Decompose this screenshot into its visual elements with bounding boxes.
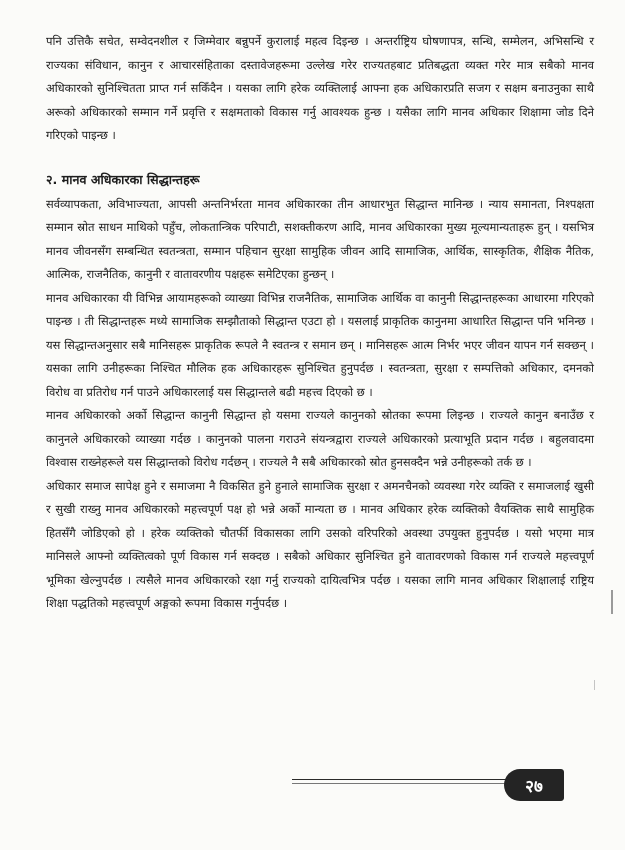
footer-rule-thin bbox=[292, 783, 506, 784]
paragraph-principles: सर्वव्यापकता, अविभाज्यता, आपसी अन्तनिर्भरता मानव अधिकारका तीन आधारभुत सिद्धान्त मानिन्छ । न्याय समानता, निश्पक्षता सम्मान स्रोत साधन माथिको पहुँच, लोकतान्त्रिक परिपाटी, सशक्तीकरण आदि, मानव अधिकारका मुख्य मूल्यमान्यताहरू हुन् । यसभित्र मानव जीवनसँग सम्बन्धित स्वतन्त्रता, सम्मान पहिचान सुरक्षा सामुहिक जीवन आदि सामाजिक, आर्थिक, सास्कृतिक, शैक्षिक नैतिक, आत्मिक, राजनैतिक, कानुनी र वातावरणीय पक्षहरू समेटिएका हुन्छन् । bbox=[46, 196, 594, 281]
paragraph-legal-theory: मानव अधिकारको अर्को सिद्धान्त कानुनी सिद्धान्त हो यसमा राज्यले कानुनको स्रोतका रूपमा लिइन्छ । राज्यले कानुन बनाउँछ र कानुनले अधिकारको व्याख्या गर्दछ । कानुनको पालना गराउने संयन्त्रद्वारा राज्यले अधिकारको प्रत्याभूति प्रदान गर्दछ । बहुलवादमा विश्वास राख्नेहरूले यस सिद्धान्तको विरोध गर्दछन् । राज्यले नै सबै अधिकारको स्रोत हुनसक्दैन भन्ने उनीहरूको तर्क छ । bbox=[46, 408, 594, 469]
paragraph-social-relativity: अधिकार समाज सापेक्ष हुने र समाजमा नै विकसित हुने हुनाले सामाजिक सुरक्षा र अमनचैनको व्यवस्था गरेर व्यक्ति र समाजलाई खुसी र सुखी राख्नु मानव अधिकारको महत्त्वपूर्ण पक्ष हो भन्ने अर्को मान्यता छ । मानव अधिकार हरेक व्यक्तिको वैयक्तिक साथै सामुहिक हितसँगै जोडिएको हो । हरेक व्यक्तिको चौतर्फी विकासका लागि उसको वरिपरिको अवस्था उपयुक्त हुनुपर्दछ । यसो भएमा मात्र मानिसले आफ्नो व्यक्तित्वको पूर्ण विकास गर्न सक्दछ । सबैको अधिकार सुनिश्चित हुने वातावरणको विकास गर्न राज्यले महत्त्वपूर्ण भूमिका खेल्नुपर्दछ । त्यसैले मानव अधिकारको रक्षा गर्नु राज्यको दायित्वभित्र पर्दछ । यसका लागि मानव अधिकार शिक्षालाई राष्ट्रिय शिक्षा पद्धतिको महत्त्वपूर्ण अङ्गको रूपमा विकास गर्नुपर्दछ । bbox=[46, 478, 594, 610]
scan-edge-mark bbox=[611, 590, 613, 614]
paragraph-social-contract: मानव अधिकारका यी विभिन्न आयामहरूको व्याख्या विभिन्न राजनैतिक, सामाजिक आर्थिक वा कानुनी सिद्धान्तहरूका आधारमा गरिएको पाइन्छ । ती सिद्धान्तहरू मध्ये सामाजिक सम्झौताको सिद्धान्त एउटा हो । यसलाई प्राकृतिक कानुनमा आधारित सिद्धान्त पनि भनिन्छ । यस सिद्धान्तअनुसार सबै मानिसहरू प्राकृतिक रूपले नै स्वतन्त्र र समान छन् । मानिसहरू आत्म निर्भर भएर जीवन यापन गर्न सक्छन् । यसका लागि उनीहरूका निश्चित मौलिक हक अधिकारहरू सुनिश्चित हुनुपर्दछ । स्वतन्त्रता, सुरक्षा र सम्पत्तिको अधिकार, दमनको विरोध वा प्रतिरोध गर्न पाउने अधिकारलाई यस सिद्धान्तले बढी महत्त्व दिएको छ । bbox=[46, 290, 595, 399]
footer-rule bbox=[292, 779, 506, 780]
section-heading: २. मानव अधिकारका सिद्धान्तहरू bbox=[46, 171, 200, 187]
text-column bbox=[46, 30, 594, 616]
paragraph-intro: पनि उत्तिकै सचेत, सम्वेदनशील र जिम्मेवार बन्नुपर्ने कुरालाई महत्व दिइन्छ । अन्तर्राष्ट्रिय घोषणापत्र, सन्धि, सम्मेलन, अभिसन्धि र राज्यका संविधान, कानुन र आचारसंहिताका दस्तावेजहरूमा उल्लेख गरेर राज्यतहबाट प्रतिबद्धता व्यक्त गरेर मात्र सबैको मानव अधिकारको सुनिश्चितता प्राप्त गर्न सकिँदैन । यसका लागि हरेक व्यक्तिलाई आफ्ना हक अधिकारप्रति सजग र सक्षम बनाउनुका साथै अरूको अधिकारको सम्मान गर्ने प्रवृत्ति र सक्षमताको विकास गर्नु आवश्यक हुन्छ । यसैका लागि मानव अधिकार शिक्षामा जोड दिने गरिएको पाइन्छ । bbox=[46, 34, 594, 142]
scan-edge-mark-small bbox=[594, 680, 595, 690]
page-number: २७ bbox=[504, 769, 564, 801]
